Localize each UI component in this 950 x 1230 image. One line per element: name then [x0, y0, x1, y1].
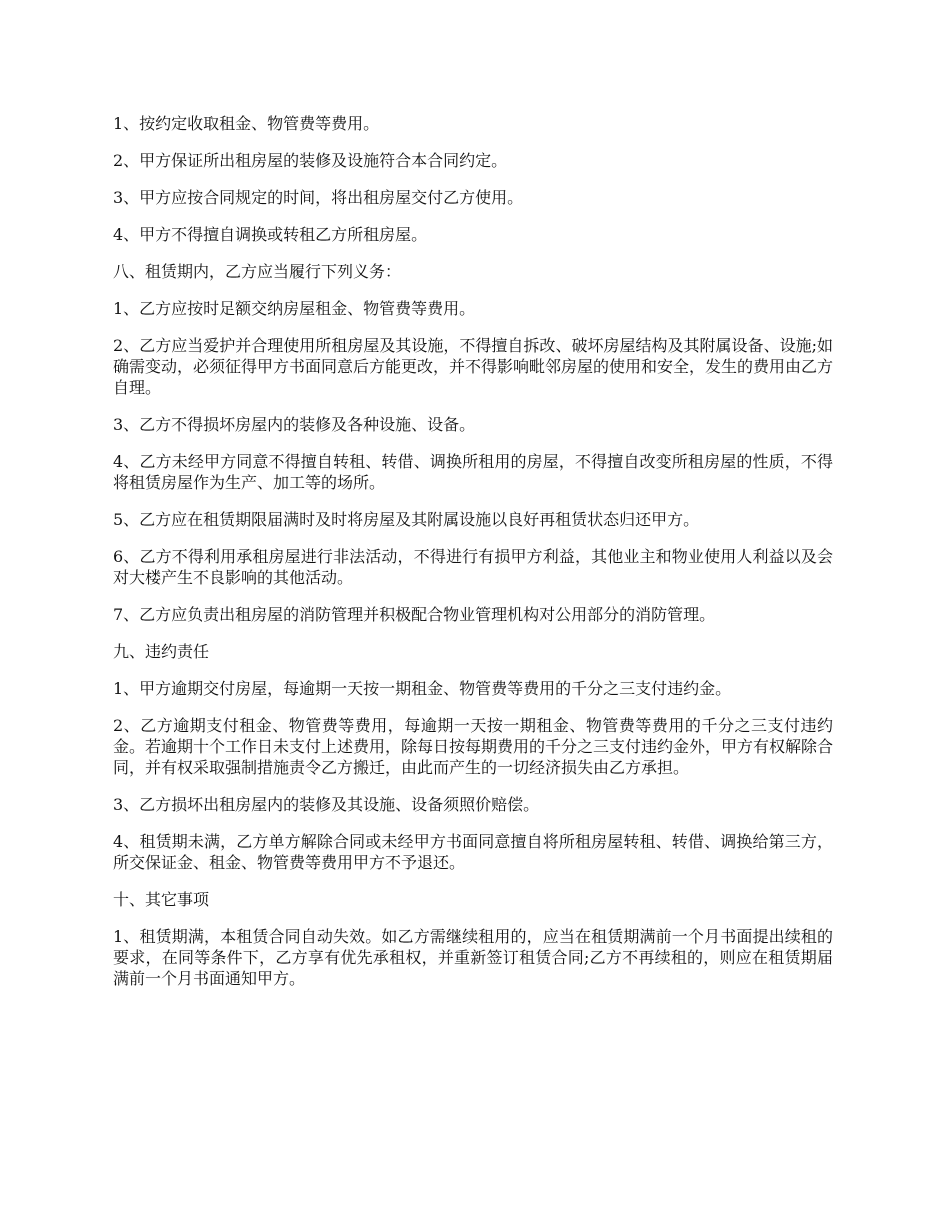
- paragraph-tenant-obligation-6: 6、乙方不得利用承租房屋进行非法活动，不得进行有损甲方利益，其他业主和物业使用人利益以及会对大楼产生不良影响的其他活动。: [113, 547, 833, 587]
- paragraph-landlord-duty-1: 1、按约定收取租金、物管费等费用。: [113, 114, 380, 133]
- paragraph-tenant-obligation-1: 1、乙方应按时足额交纳房屋租金、物管费等费用。: [113, 299, 476, 318]
- paragraph-tenant-obligation-7: 7、乙方应负责出租房屋的消防管理并积极配合物业管理机构对公用部分的消防管理。: [113, 605, 716, 624]
- paragraph-other-1: 1、租赁期满，本租赁合同自动失效。如乙方需继续租用的，应当在租赁期满前一个月书面提出续租的要求，在同等条件下，乙方享有优先承租权，并重新签订租赁合同;乙方不再续租的，则应在租赁期届满前一个月书面通知甲方。: [113, 927, 833, 988]
- paragraph-breach-1: 1、甲方逾期交付房屋，每逾期一天按一期租金、物管费等费用的千分之三支付违约金。: [113, 679, 732, 698]
- paragraph-breach-4: 4、租赁期未满，乙方单方解除合同或未经甲方书面同意擅自将所租房屋转租、转借、调换给第三方，所交保证金、租金、物管费等费用甲方不予退还。: [113, 832, 833, 872]
- paragraph-breach-2: 2、乙方逾期支付租金、物管费等费用，每逾期一天按一期租金、物管费等费用的千分之三支付违约金。若逾期十个工作日未支付上述费用，除每日按每期费用的千分之三支付违约金外，甲方有权解除合同，并有权采取强制措施责令乙方搬迁，由此而产生的一切经济损失由乙方承担。: [113, 716, 834, 777]
- paragraph-landlord-duty-4: 4、甲方不得擅自调换或转租乙方所租房屋。: [113, 225, 428, 244]
- paragraph-tenant-obligation-2: 2、乙方应当爱护并合理使用所租房屋及其设施，不得擅自拆改、破坏房屋结构及其附属设备、设施;如确需变动，必须征得甲方书面同意后方能更改，并不得影响毗邻房屋的使用和安全，发生的费用由乙方自理。: [113, 336, 834, 397]
- section-heading-breach-liability: 九、违约责任: [113, 642, 210, 661]
- paragraph-tenant-obligation-3: 3、乙方不得损坏房屋内的装修及各种设施、设备。: [113, 415, 476, 434]
- paragraph-breach-3: 3、乙方损坏出租房屋内的装修及其设施、设备须照价赔偿。: [113, 795, 540, 814]
- paragraph-tenant-obligation-4: 4、乙方未经甲方同意不得擅自转租、转借、调换所租用的房屋，不得擅自改变所租房屋的性质，不得将租赁房屋作为生产、加工等的场所。: [113, 452, 833, 492]
- paragraph-landlord-duty-3: 3、甲方应按合同规定的时间，将出租房屋交付乙方使用。: [113, 188, 524, 207]
- section-heading-tenant-obligations: 八、租赁期内，乙方应当履行下列义务：: [113, 262, 402, 281]
- section-heading-other-matters: 十、其它事项: [113, 890, 210, 909]
- document-page: [113, 113, 833, 1005]
- paragraph-tenant-obligation-5: 5、乙方应在租赁期限届满时及时将房屋及其附属设施以良好再租赁状态归还甲方。: [113, 510, 700, 529]
- paragraph-landlord-duty-2: 2、甲方保证所出租房屋的装修及设施符合本合同约定。: [113, 151, 508, 170]
